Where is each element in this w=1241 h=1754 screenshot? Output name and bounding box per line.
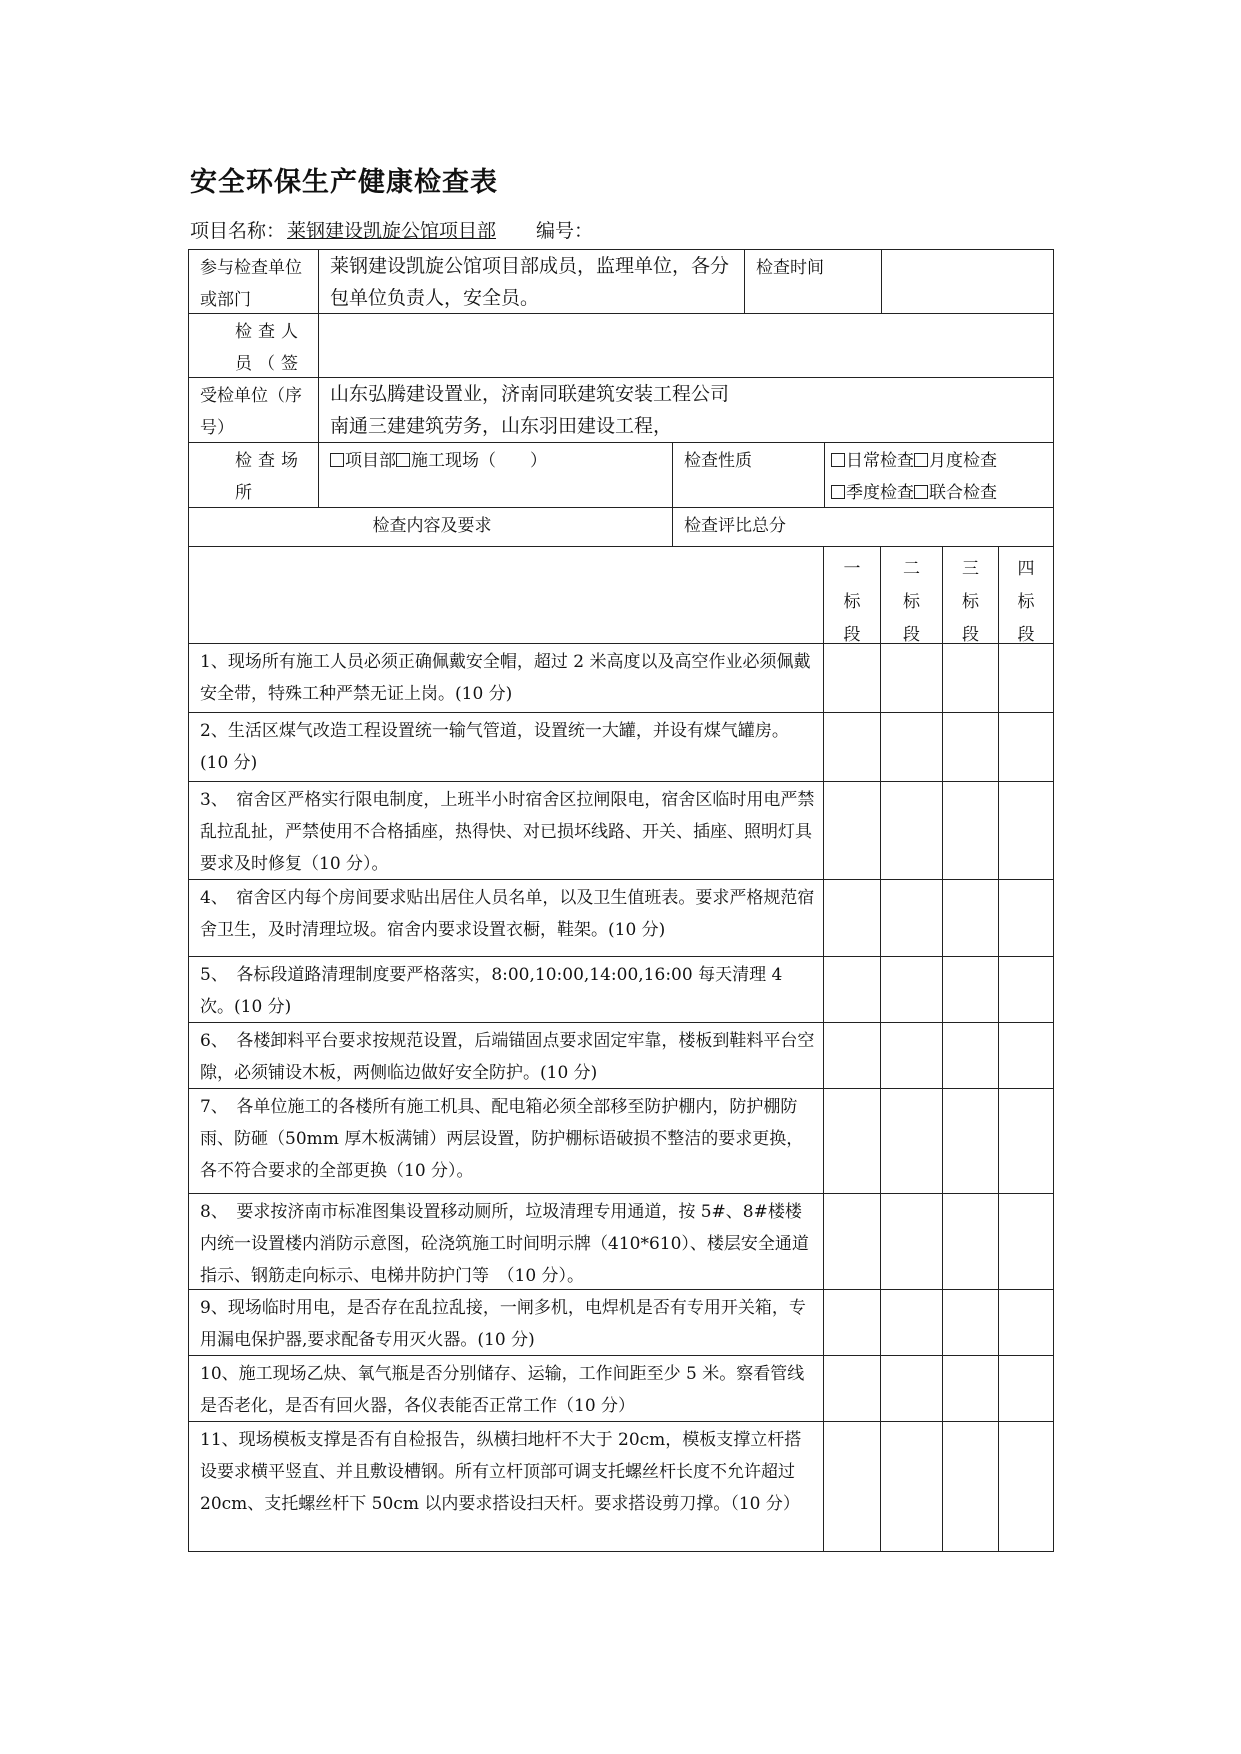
participants-value-cell: 莱钢建设凯旋公馆项目部成员，监理单位，各分包单位负责人，安全员。 [318, 249, 745, 314]
score-cell-section-3[interactable] [942, 956, 999, 1023]
item-text-cell: 8、 要求按济南市标准图集设置移动厕所，垃圾清理专用通道，按 5#、8#楼楼内统一设置楼内消防示意图，砼浇筑施工时间明示牌（410*610）、楼层安全通道指示、钢筋走向标示、电梯井防护门等 （10 分）。 [188, 1193, 824, 1290]
nature-opt-quarterly: 季度检查 [846, 483, 914, 503]
item-text-cell: 4、 宿舍区内每个房间要求贴出居住人员名单，以及卫生值班表。要求严格规范宿舍卫生，及时清理垃圾。宿舍内要求设置衣橱，鞋架。(10 分) [188, 879, 824, 957]
score-cell-section-2[interactable] [880, 643, 943, 713]
score-cell-section-3[interactable] [942, 1193, 999, 1290]
score-cell-section-4[interactable] [998, 643, 1054, 713]
section-header-char: 段 [843, 625, 861, 644]
checkbox-quarterly[interactable] [831, 485, 845, 499]
nature-value-cell [824, 442, 1054, 508]
score-cell-section-4[interactable] [998, 1088, 1054, 1194]
score-cell-section-3[interactable] [942, 1355, 999, 1422]
score-cell-section-3[interactable] [942, 1088, 999, 1194]
score-cell-section-4[interactable] [998, 1022, 1054, 1089]
score-cell-section-2[interactable] [880, 1193, 943, 1290]
score-cell-section-2[interactable] [880, 781, 943, 880]
score-cell-section-4[interactable] [998, 879, 1054, 957]
section-header-char: 标 [962, 592, 979, 612]
project-name-label: 项目名称： [190, 220, 286, 242]
item-text-cell: 3、 宿舍区严格实行限电制度，上班半小时宿舍区拉闸限电，宿舍区临时用电严禁乱拉乱扯，严禁使用不合格插座，热得快、对已损坏线路、开关、插座、照明灯具要求及时修复（10 分）。 [188, 781, 824, 880]
place-label-cell: 检查场所 [188, 442, 319, 508]
item-text-cell: 6、 各楼卸料平台要求按规范设置，后端锚固点要求固定牢靠，楼板到鞋料平台空隙，必须铺设木板，两侧临边做好安全防护。(10 分) [188, 1022, 824, 1089]
score-cell-section-1[interactable] [823, 781, 881, 880]
checkbox-daily[interactable] [831, 453, 845, 467]
project-name-value: 莱钢建设凯旋公馆项目部 [287, 220, 497, 242]
score-cell-section-1[interactable] [823, 712, 881, 782]
section-header-char: 段 [962, 625, 979, 644]
score-cell-section-2[interactable] [880, 956, 943, 1023]
score-cell-section-4[interactable] [998, 712, 1054, 782]
score-cell-section-1[interactable] [823, 1289, 881, 1356]
inspected-value-cell [318, 377, 1054, 443]
section-header-char: 一 [843, 559, 861, 579]
inspected-line-1: 山东弘腾建设置业，济南同联建筑安装工程公司 [330, 383, 730, 405]
score-cell-section-4[interactable] [998, 1355, 1054, 1422]
score-cell-section-2[interactable] [880, 1289, 943, 1356]
score-cell-section-1[interactable] [823, 1421, 881, 1552]
score-cell-section-1[interactable] [823, 1355, 881, 1422]
nature-label-cell: 检查性质 [672, 442, 825, 508]
inspectors-signature-cell[interactable] [318, 313, 1054, 378]
inspected-line-2: 南通三建建筑劳务，山东羽田建设工程， [330, 415, 673, 437]
item-text-cell: 5、 各标段道路清理制度要严格落实，8:00,10:00,14:00,16:00 每天清理 4 次。(10 分) [188, 956, 824, 1023]
score-cell-section-1[interactable] [823, 879, 881, 957]
score-cell-section-1[interactable] [823, 643, 881, 713]
section-header-char: 二 [903, 559, 920, 579]
score-cell-section-1[interactable] [823, 1193, 881, 1290]
section-header-char: 段 [903, 625, 920, 644]
number-label: 编号： [536, 220, 594, 242]
score-cell-section-3[interactable] [942, 643, 999, 713]
item-text-cell: 2、生活区煤气改造工程设置统一输气管道，设置统一大罐，并设有煤气罐房。(10 分) [188, 712, 824, 782]
score-cell-section-2[interactable] [880, 1355, 943, 1422]
section-header-char: 标 [1017, 592, 1035, 612]
score-cell-section-3[interactable] [942, 1022, 999, 1089]
page-title: 安全环保生产健康检查表 [190, 167, 498, 198]
score-cell-section-4[interactable] [998, 1289, 1054, 1356]
item-text-cell: 1、现场所有施工人员必须正确佩戴安全帽，超过 2 米高度以及高空作业必须佩戴安全带，特殊工种严禁无证上岗。(10 分) [188, 643, 824, 713]
score-cell-section-2[interactable] [880, 1088, 943, 1194]
time-label-cell: 检查时间 [744, 249, 882, 314]
score-cell-section-2[interactable] [880, 712, 943, 782]
section-header-char: 段 [1017, 625, 1035, 644]
item-text-cell: 9、现场临时用电，是否存在乱拉乱接，一闸多机，电焊机是否有专用开关箱，专用漏电保护器,要求配备专用灭火器。(10 分) [188, 1289, 824, 1356]
checkbox-monthly[interactable] [914, 453, 928, 467]
section-2-header [880, 546, 943, 644]
content-label-cell: 检查内容及要求 [188, 507, 673, 547]
score-cell-section-2[interactable] [880, 1421, 943, 1552]
item-text-cell: 11、现场模板支撑是否有自检报告，纵横扫地杆不大于 20cm，模板支撑立杆搭设要求横平竖直、并且敷设槽钢。所有立杆顶部可调支托螺丝杆长度不允许超过 20cm、支托螺丝杆下 50cm 以内要求搭设扫天杆。要求搭设剪刀撑。（10 分） [188, 1421, 824, 1552]
score-cell-section-3[interactable] [942, 712, 999, 782]
score-cell-section-2[interactable] [880, 1022, 943, 1089]
place-value-cell [318, 442, 673, 508]
place-opt-1: 项目部 [345, 451, 396, 471]
section-header-char: 四 [1017, 559, 1035, 579]
nature-opt-daily: 日常检查 [846, 451, 914, 471]
section-header-char: 标 [843, 592, 861, 612]
inspected-label-cell: 受检单位（序号） [188, 377, 319, 443]
score-label-cell: 检查评比总分 [672, 507, 1054, 547]
score-cell-section-3[interactable] [942, 879, 999, 957]
nature-opt-joint: 联合检查 [929, 483, 997, 503]
score-cell-section-3[interactable] [942, 1289, 999, 1356]
score-cell-section-2[interactable] [880, 879, 943, 957]
section-4-header [998, 546, 1054, 644]
score-cell-section-3[interactable] [942, 1421, 999, 1552]
score-cell-section-1[interactable] [823, 1022, 881, 1089]
checkbox-joint[interactable] [914, 485, 928, 499]
content-blank-cell [188, 546, 824, 644]
score-cell-section-3[interactable] [942, 781, 999, 880]
section-header-char: 三 [962, 559, 979, 579]
nature-opt-monthly: 月度检查 [929, 451, 997, 471]
inspectors-label-cell: 检查人员（签 [188, 313, 319, 378]
participants-label-cell: 参与检查单位或部门 [188, 249, 319, 314]
time-value-cell [881, 249, 1054, 314]
score-cell-section-4[interactable] [998, 1193, 1054, 1290]
score-cell-section-4[interactable] [998, 956, 1054, 1023]
place-opt-2: 施工现场（ ） [411, 451, 547, 471]
item-text-cell: 10、施工现场乙炔、氧气瓶是否分别储存、运输，工作间距至少 5 米。察看管线是否老化，是否有回火器，各仪表能否正常工作（10 分） [188, 1355, 824, 1422]
score-cell-section-4[interactable] [998, 1421, 1054, 1552]
section-3-header [942, 546, 999, 644]
checkbox-site[interactable] [396, 453, 410, 467]
section-1-header [823, 546, 881, 644]
score-cell-section-1[interactable] [823, 1088, 881, 1194]
score-cell-section-4[interactable] [998, 781, 1054, 880]
checkbox-project-dept[interactable] [330, 453, 344, 467]
section-header-char: 标 [903, 592, 920, 612]
item-text-cell: 7、 各单位施工的各楼所有施工机具、配电箱必须全部移至防护棚内，防护棚防雨、防砸（50mm 厚木板满铺）两层设置，防护棚标语破损不整洁的要求更换，各不符合要求的全部更换（10 分）。 [188, 1088, 824, 1194]
score-cell-section-1[interactable] [823, 956, 881, 1023]
